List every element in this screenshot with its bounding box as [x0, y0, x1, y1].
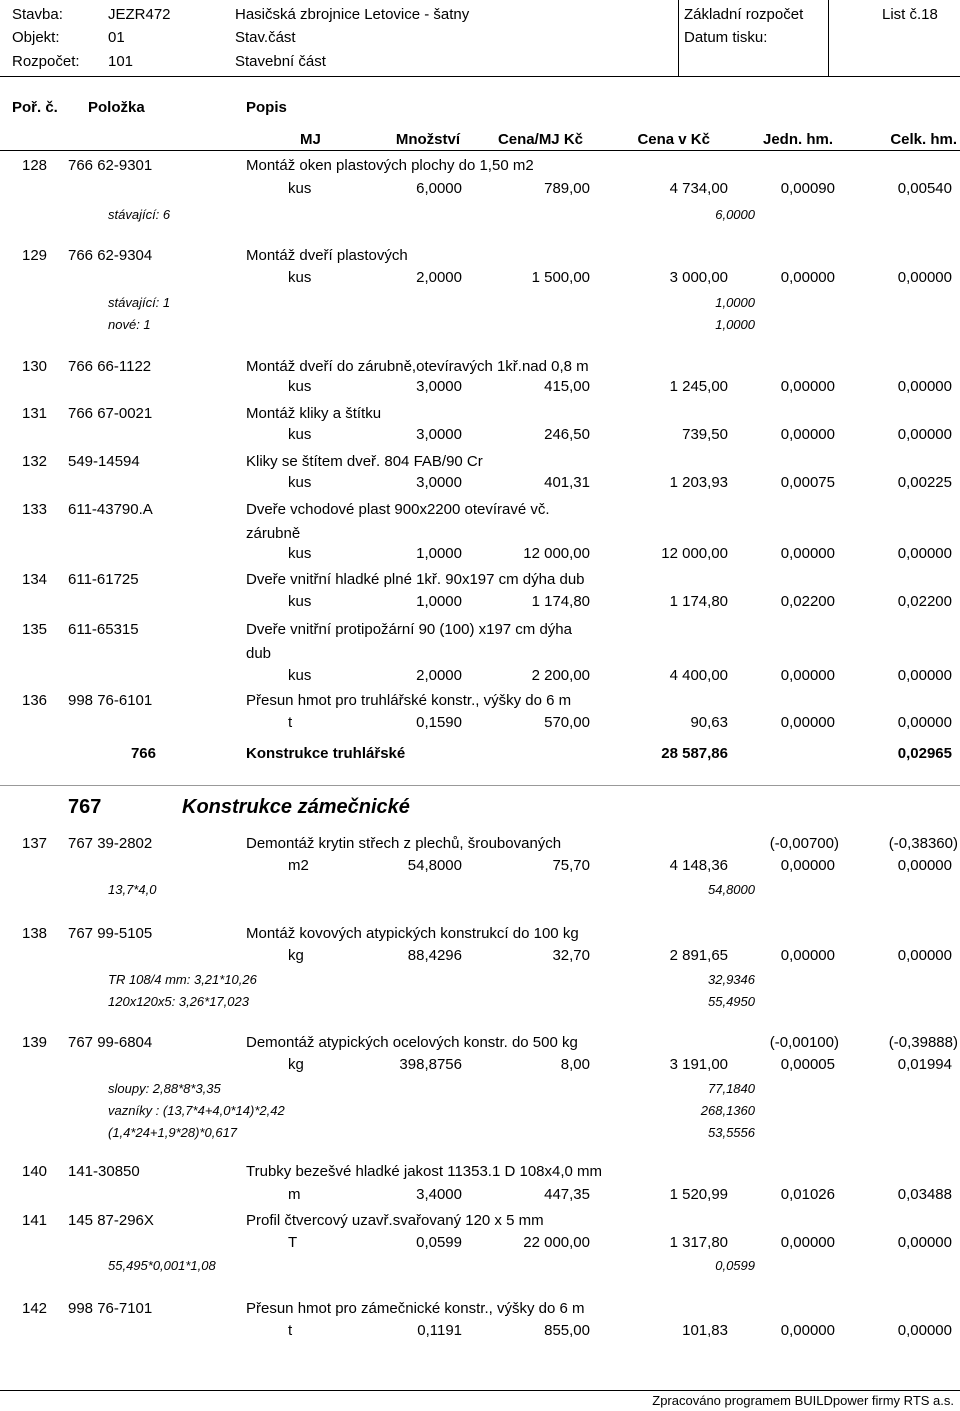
item-quantity: 54,8000 — [407, 857, 462, 874]
item-unit: kus — [288, 593, 312, 610]
item-description: Montáž dveří plastových — [246, 247, 408, 264]
section-code: 767 — [68, 796, 102, 818]
item-quantity: 0,1590 — [416, 714, 462, 731]
item-price: 3 000,00 — [669, 269, 728, 286]
item-price: 101,83 — [682, 1322, 728, 1339]
item-unit-price: 2 200,00 — [531, 667, 590, 684]
item-unit-weight: 0,01026 — [780, 1186, 835, 1203]
subtotal-price: 28 587,86 — [661, 745, 728, 762]
item-unit: kus — [288, 667, 312, 684]
header-divider — [678, 0, 679, 76]
item-unit-price: 1 174,80 — [531, 593, 590, 610]
item-unit: m — [288, 1186, 301, 1203]
item-unit: kus — [288, 378, 312, 395]
item-price: 3 191,00 — [669, 1056, 728, 1073]
calculation-value: 6,0000 — [715, 207, 755, 222]
item-unit-price: 447,35 — [544, 1186, 590, 1203]
item-description: Montáž oken plastových plochy do 1,50 m2 — [246, 157, 534, 174]
item-number: 141 — [22, 1212, 48, 1229]
item-code: 145 87-296X — [68, 1212, 154, 1229]
item-total-weight: 0,00000 — [897, 1234, 952, 1251]
item-description: Dveře vnitřní hladké plné 1kř. 90x197 cm dýha dub — [246, 571, 585, 588]
item-code: 611-43790.A — [68, 501, 153, 518]
calculation-value: 77,1840 — [708, 1081, 755, 1096]
item-unit-price: 246,50 — [544, 426, 590, 443]
calculation-note: vazníky : (13,7*4+4,0*14)*2,42 — [108, 1103, 285, 1118]
col-jedn-hm: Jedn. hm. — [762, 131, 833, 148]
item-total-weight: 0,02200 — [897, 593, 952, 610]
calculation-note: 13,7*4,0 — [108, 882, 157, 897]
item-code: 766 66-1122 — [68, 358, 152, 375]
objekt-name: Stav.část — [235, 29, 296, 46]
item-unit-weight: 0,00005 — [780, 1056, 835, 1073]
item-unit-weight: 0,00000 — [780, 857, 835, 874]
item-description: Trubky bezešvé hladké jakost 11353.1 D 108x4,0 mm — [246, 1163, 603, 1180]
col-popis: Popis — [246, 99, 287, 116]
item-unit: t — [288, 1322, 293, 1339]
stavba-label: Stavba: — [12, 6, 63, 23]
item-unit-price: 75,70 — [552, 857, 590, 874]
item-number: 129 — [22, 247, 48, 264]
item-unit-weight: 0,00000 — [780, 714, 835, 731]
document-type: Základní rozpočet — [684, 6, 804, 23]
item-code: 998 76-7101 — [68, 1300, 153, 1317]
rozpocet-label: Rozpočet: — [12, 53, 80, 70]
item-code: 549-14594 — [68, 453, 140, 470]
item-unit-weight: 0,02200 — [780, 593, 835, 610]
item-quantity: 3,0000 — [416, 378, 462, 395]
item-unit-price: 789,00 — [544, 180, 590, 197]
item-price: 4 148,36 — [669, 857, 728, 874]
item-unit-price: 570,00 — [544, 714, 590, 731]
item-code: 767 99-5105 — [68, 925, 153, 942]
item-price: 1 317,80 — [669, 1234, 728, 1251]
item-total-weight: 0,00000 — [897, 947, 952, 964]
item-total-weight: 0,00000 — [897, 378, 952, 395]
item-unit: kus — [288, 545, 312, 562]
col-celk-hm: Celk. hm. — [890, 131, 957, 148]
item-number: 132 — [22, 453, 48, 470]
item-code: 141-30850 — [68, 1163, 140, 1180]
item-unit-price: 401,31 — [544, 474, 590, 491]
demolition-total-weight: (-0,39888) — [888, 1034, 958, 1051]
objekt-code: 01 — [108, 29, 125, 46]
item-unit: t — [288, 714, 293, 731]
item-code: 767 99-6804 — [68, 1034, 153, 1051]
calculation-value: 1,0000 — [715, 295, 755, 310]
item-number: 140 — [22, 1163, 48, 1180]
item-quantity: 0,1191 — [417, 1322, 462, 1339]
item-number: 130 — [22, 358, 48, 375]
col-cena-mj: Cena/MJ Kč — [497, 131, 583, 148]
col-cena: Cena v Kč — [637, 131, 710, 148]
item-description: Profil čtvercový uzavř.svařovaný 120 x 5 mm — [246, 1212, 544, 1229]
item-number: 142 — [22, 1300, 48, 1317]
item-quantity: 3,0000 — [416, 426, 462, 443]
item-quantity: 2,0000 — [416, 269, 462, 286]
item-price: 1 245,00 — [669, 378, 728, 395]
calculation-value: 32,9346 — [708, 972, 755, 987]
col-polozka: Položka — [88, 99, 145, 116]
item-total-weight: 0,00225 — [897, 474, 952, 491]
item-code: 611-61725 — [68, 571, 139, 588]
item-unit-price: 22 000,00 — [523, 1234, 590, 1251]
col-mnozstvi: Množství — [395, 131, 460, 148]
item-unit-weight: 0,00075 — [780, 474, 835, 491]
list-number: List č.18 — [882, 6, 938, 23]
item-unit: T — [288, 1234, 298, 1251]
item-total-weight: 0,00000 — [897, 269, 952, 286]
item-unit: kg — [288, 1056, 304, 1073]
item-code: 766 62-9304 — [68, 247, 153, 264]
footer-text: Zpracováno programem BUILDpower firmy RTS a.s. — [652, 1393, 954, 1408]
item-quantity: 0,0599 — [416, 1234, 462, 1251]
item-number: 135 — [22, 621, 48, 638]
item-unit-weight: 0,00000 — [780, 378, 835, 395]
calculation-value: 55,4950 — [708, 994, 755, 1009]
item-quantity: 1,0000 — [416, 593, 462, 610]
calculation-note: 120x120x5: 3,26*17,023 — [108, 994, 249, 1009]
item-unit-price: 32,70 — [552, 947, 590, 964]
rozpocet-code: 101 — [108, 53, 134, 70]
calculation-note: 55,495*0,001*1,08 — [108, 1258, 216, 1273]
rozpocet-name: Stavební část — [235, 53, 326, 70]
col-por: Poř. č. — [12, 99, 58, 116]
item-unit-weight: 0,00000 — [780, 667, 835, 684]
footer-rule — [0, 1390, 960, 1391]
item-quantity: 398,8756 — [399, 1056, 462, 1073]
item-price: 1 520,99 — [669, 1186, 728, 1203]
item-unit-weight: 0,00000 — [780, 545, 835, 562]
item-unit: m2 — [288, 857, 309, 874]
item-number: 136 — [22, 692, 48, 709]
item-total-weight: 0,00000 — [897, 714, 952, 731]
item-price: 4 400,00 — [669, 667, 728, 684]
item-unit: kg — [288, 947, 304, 964]
header-divider — [828, 0, 829, 76]
item-unit: kus — [288, 426, 312, 443]
item-unit: kus — [288, 269, 312, 286]
item-description: Přesun hmot pro truhlářské konstr., výšky do 6 m — [246, 692, 572, 709]
item-quantity: 1,0000 — [416, 545, 462, 562]
header-rule — [0, 150, 960, 151]
item-unit-weight: 0,00000 — [780, 1322, 835, 1339]
calculation-value: 1,0000 — [715, 317, 755, 332]
item-description: Dveře vnitřní protipožární 90 (100) x197 cm dýha — [246, 621, 572, 638]
calculation-note: stávající: 1 — [108, 295, 171, 310]
item-number: 128 — [22, 157, 48, 174]
calculation-note: (1,4*24+1,9*28)*0,617 — [108, 1125, 238, 1140]
item-price: 739,50 — [682, 426, 728, 443]
item-description: Montáž kliky a štítku — [246, 405, 382, 422]
calculation-note: TR 108/4 mm: 3,21*10,26 — [108, 972, 257, 987]
item-unit-weight: 0,00000 — [780, 1234, 835, 1251]
item-quantity: 3,4000 — [416, 1186, 462, 1203]
calculation-value: 54,8000 — [708, 882, 755, 897]
item-unit-price: 415,00 — [544, 378, 590, 395]
item-code: 767 39-2802 — [68, 835, 153, 852]
item-code: 998 76-6101 — [68, 692, 153, 709]
item-description: Montáž dveří do zárubně,otevíravých 1kř.nad 0,8 m — [246, 358, 589, 375]
calculation-note: nové: 1 — [108, 317, 151, 332]
datum-label: Datum tisku: — [684, 29, 768, 46]
item-description: dub — [246, 645, 272, 662]
calculation-value: 268,1360 — [700, 1103, 755, 1118]
subtotal-code: 766 — [130, 745, 156, 762]
item-unit-weight: 0,00000 — [780, 269, 835, 286]
item-total-weight: 0,00540 — [897, 180, 952, 197]
item-unit: kus — [288, 474, 312, 491]
item-number: 133 — [22, 501, 48, 518]
item-number: 134 — [22, 571, 48, 588]
calculation-value: 53,5556 — [708, 1125, 755, 1140]
calculation-note: sloupy: 2,88*8*3,35 — [108, 1081, 221, 1096]
section-name: Konstrukce zámečnické — [182, 796, 410, 818]
item-quantity: 3,0000 — [416, 474, 462, 491]
item-price: 1 174,80 — [669, 593, 728, 610]
item-description: Dveře vchodové plast 900x2200 otevíravé vč. — [246, 501, 550, 518]
item-total-weight: 0,00000 — [897, 667, 952, 684]
item-code: 766 67-0021 — [68, 405, 153, 422]
item-quantity: 88,4296 — [407, 947, 462, 964]
item-unit-weight: 0,00000 — [780, 426, 835, 443]
document-header — [0, 0, 960, 77]
stavba-name: Hasičská zbrojnice Letovice - šatny — [235, 6, 470, 23]
item-description: zárubně — [246, 525, 301, 542]
item-unit-price: 12 000,00 — [523, 545, 590, 562]
item-price: 12 000,00 — [661, 545, 728, 562]
item-unit-price: 1 500,00 — [531, 269, 590, 286]
item-number: 138 — [22, 925, 48, 942]
subtotal-weight: 0,02965 — [897, 745, 952, 762]
item-quantity: 2,0000 — [416, 667, 462, 684]
item-description: Demontáž atypických ocelových konstr. do 500 kg — [246, 1034, 578, 1051]
item-description: Přesun hmot pro zámečnické konstr., výšky do 6 m — [246, 1300, 585, 1317]
item-total-weight: 0,01994 — [897, 1056, 952, 1073]
section-rule — [0, 785, 960, 786]
stavba-code: JEZR472 — [108, 6, 171, 23]
item-total-weight: 0,00000 — [897, 426, 952, 443]
demolition-unit-weight: (-0,00100) — [769, 1034, 839, 1051]
item-price: 2 891,65 — [669, 947, 728, 964]
demolition-total-weight: (-0,38360) — [888, 835, 958, 852]
subtotal-name: Konstrukce truhlářské — [246, 745, 406, 762]
item-unit-price: 8,00 — [560, 1056, 590, 1073]
item-code: 766 62-9301 — [68, 157, 153, 174]
calculation-value: 0,0599 — [715, 1258, 755, 1273]
item-price: 4 734,00 — [669, 180, 728, 197]
item-code: 611-65315 — [68, 621, 139, 638]
item-total-weight: 0,03488 — [897, 1186, 952, 1203]
item-description: Kliky se štítem dveř. 804 FAB/90 Cr — [246, 453, 483, 470]
item-total-weight: 0,00000 — [897, 1322, 952, 1339]
item-quantity: 6,0000 — [416, 180, 462, 197]
item-unit: kus — [288, 180, 312, 197]
item-number: 131 — [22, 405, 48, 422]
item-description: Demontáž krytin střech z plechů, šroubovaných — [246, 835, 562, 852]
item-description: Montáž kovových atypických konstrukcí do 100 kg — [246, 925, 579, 942]
item-number: 139 — [22, 1034, 48, 1051]
col-mj: MJ — [300, 131, 321, 148]
item-total-weight: 0,00000 — [897, 857, 952, 874]
objekt-label: Objekt: — [12, 29, 60, 46]
calculation-note: stávající: 6 — [108, 207, 171, 222]
item-number: 137 — [22, 835, 48, 852]
item-unit-price: 855,00 — [544, 1322, 590, 1339]
item-price: 1 203,93 — [669, 474, 728, 491]
item-price: 90,63 — [690, 714, 728, 731]
demolition-unit-weight: (-0,00700) — [769, 835, 839, 852]
item-unit-weight: 0,00090 — [780, 180, 835, 197]
item-total-weight: 0,00000 — [897, 545, 952, 562]
item-unit-weight: 0,00000 — [780, 947, 835, 964]
